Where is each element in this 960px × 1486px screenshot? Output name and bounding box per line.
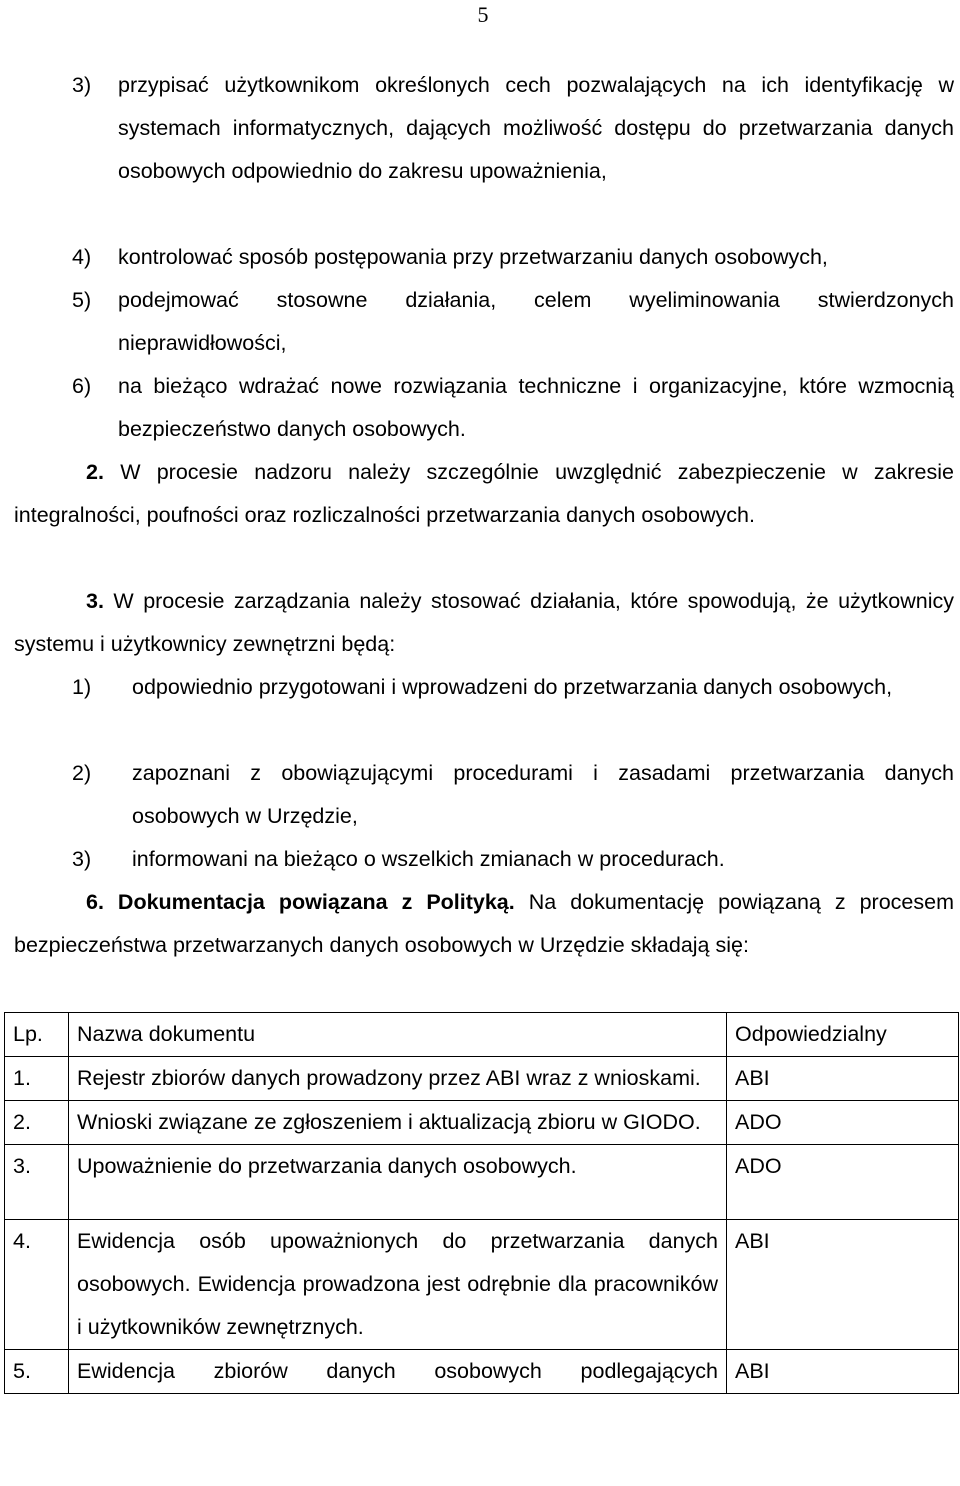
table-row: [5, 1350, 959, 1394]
list-item-number: 5): [72, 288, 92, 312]
list-item-text: przypisać użytkownikom określonych cech pozwalających na ich identyfikację w systemach informatycznych, dających możliwość dostępu do przetwarzania danych osobowych odpowiednio do zakresu upoważnienia,: [118, 73, 954, 183]
section-text: Na dokumentację powiązaną z procesem bezpieczeństwa przetwarzanych danych osobowych w Urzędzie składają się:: [14, 890, 954, 957]
list-item-number: 6): [72, 374, 92, 398]
list-item-text: odpowiednio przygotowani i wprowadzeni do przetwarzania danych osobowych,: [132, 675, 893, 699]
table-header-row: [5, 1013, 959, 1057]
cell-responsible: ABI: [727, 1220, 959, 1350]
list-item-text: podejmować stosowne działania, celem wyeliminowania stwierdzonych nieprawidłowości,: [118, 288, 954, 355]
cell-name: Ewidencja zbiorów danych osobowych podlegających: [69, 1350, 727, 1394]
cell-name: Ewidencja osób upoważnionych do przetwarzania danych osobowych. Ewidencja prowadzona jest odrębnie dla pracowników i użytkowników zewnętrznych.: [69, 1220, 727, 1350]
cell-responsible: ADO: [727, 1145, 959, 1220]
list-item-number: 1): [72, 675, 92, 699]
list-item: [72, 64, 954, 193]
list-item-number: 2): [72, 761, 92, 785]
paragraph-text: W procesie nadzoru należy szczególnie uwzględnić zabezpieczenie w zakresie integralności, poufności oraz rozliczalności przetwarzania danych osobowych.: [14, 460, 954, 527]
cell-responsible: ABI: [727, 1057, 959, 1101]
table-row: [5, 1057, 959, 1101]
paragraph-number: 3.: [86, 589, 104, 613]
paragraph-number: 2.: [86, 460, 104, 484]
cell-responsible: ADO: [727, 1101, 959, 1145]
cell-lp: 3.: [5, 1145, 69, 1220]
table-row: [5, 1101, 959, 1145]
cell-name: Wnioski związane ze zgłoszeniem i aktualizacją zbioru w GIODO.: [69, 1101, 727, 1145]
section-heading: 6. Dokumentacja powiązana z Polityką.: [86, 890, 515, 914]
list-item: [72, 752, 954, 838]
table-row: [5, 1145, 959, 1220]
list-item-text: kontrolować sposób postępowania przy przetwarzaniu danych osobowych,: [118, 245, 828, 269]
table-row: [5, 1220, 959, 1350]
documents-table: [4, 1012, 959, 1394]
paragraph-3: [14, 580, 954, 666]
column-header-lp: Lp.: [5, 1013, 69, 1057]
paragraph-2: [14, 451, 954, 537]
page-number: 5: [477, 2, 489, 27]
cell-lp: 2.: [5, 1101, 69, 1145]
list-item-text: zapoznani z obowiązującymi procedurami i zasadami przetwarzania danych osobowych w Urzędzie,: [132, 761, 954, 828]
cell-lp: 5.: [5, 1350, 69, 1394]
cell-lp: 4.: [5, 1220, 69, 1350]
list-item: [72, 365, 954, 451]
cell-lp: 1.: [5, 1057, 69, 1101]
list-item: [72, 666, 954, 709]
section-6: [14, 881, 954, 967]
list-item: [72, 838, 954, 881]
paragraph-text: W procesie zarządzania należy stosować działania, które spowodują, że użytkownicy systemu i użytkownicy zewnętrzni będą:: [14, 589, 954, 656]
list-item-number: 3): [72, 73, 92, 97]
cell-name: Rejestr zbiorów danych prowadzony przez ABI wraz z wnioskami.: [69, 1057, 727, 1101]
cell-responsible: ABI: [727, 1350, 959, 1394]
list-item: [72, 279, 954, 365]
list-item-text: informowani na bieżąco o wszelkich zmianach w procedurach.: [132, 847, 725, 871]
column-header-responsible: Odpowiedzialny: [727, 1013, 959, 1057]
list-item-number: 4): [72, 245, 92, 269]
list-item-number: 3): [72, 847, 92, 871]
list-item: [72, 236, 954, 279]
column-header-name: Nazwa dokumentu: [69, 1013, 727, 1057]
list-item-text: na bieżąco wdrażać nowe rozwiązania techniczne i organizacyjne, które wzmocnią bezpieczeństwo danych osobowych.: [118, 374, 954, 441]
cell-name: Upoważnienie do przetwarzania danych osobowych.: [69, 1145, 727, 1220]
